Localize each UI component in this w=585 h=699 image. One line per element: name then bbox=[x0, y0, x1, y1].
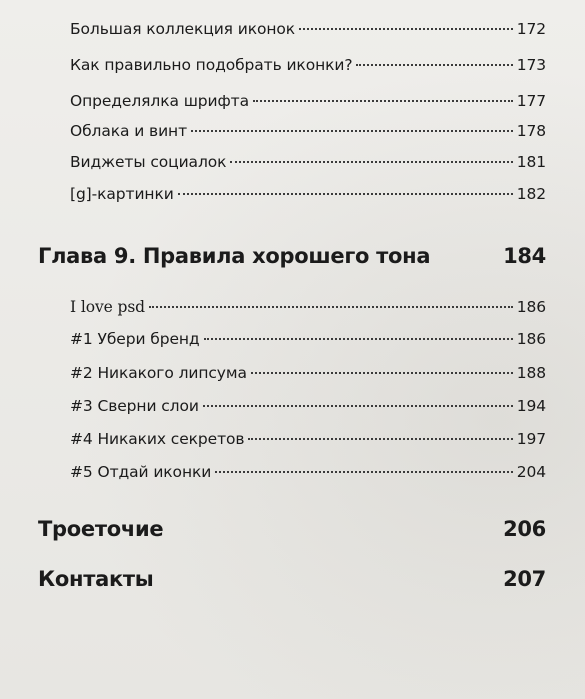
dot-leader bbox=[299, 28, 513, 30]
dot-leader bbox=[230, 161, 512, 163]
toc-entry bbox=[70, 463, 546, 481]
toc-entry-title: #3 Сверни слои bbox=[70, 397, 199, 415]
dot-leader bbox=[204, 338, 513, 340]
toc-chapter-title: Глава 9. Правила хорошего тона bbox=[38, 244, 431, 268]
dot-leader bbox=[215, 471, 512, 473]
toc-entry-page: 178 bbox=[516, 122, 546, 140]
toc-entry bbox=[70, 122, 546, 140]
toc-chapter-page: 207 bbox=[503, 567, 546, 591]
toc-entry-page: 194 bbox=[516, 397, 546, 415]
toc-entry-title: Определялка шрифта bbox=[70, 92, 249, 110]
toc-entry bbox=[70, 92, 546, 110]
toc-entry-page: 181 bbox=[516, 153, 546, 171]
toc-entry-page: 173 bbox=[516, 56, 546, 74]
dot-leader bbox=[251, 372, 513, 374]
dot-leader bbox=[149, 306, 513, 308]
toc-entry-title: I love psd bbox=[70, 298, 145, 316]
toc-chapter-heading bbox=[38, 517, 546, 541]
dot-leader bbox=[178, 193, 513, 195]
toc-entry-title: Виджеты социалок bbox=[70, 153, 227, 171]
toc-entry-title: #2 Никакого липсума bbox=[70, 364, 247, 382]
toc-entry bbox=[70, 298, 546, 316]
toc-entry bbox=[70, 153, 546, 171]
toc-entry-title: Как правильно подобрать иконки? bbox=[70, 56, 353, 74]
toc-entry-title: Облака и винт bbox=[70, 122, 188, 140]
dot-leader bbox=[191, 130, 513, 132]
toc-chapter-page: 184 bbox=[503, 244, 546, 268]
toc-entry bbox=[70, 397, 546, 415]
toc-entry bbox=[70, 330, 546, 348]
toc-entry-page: 204 bbox=[516, 463, 546, 481]
toc-entry bbox=[70, 56, 546, 74]
toc-entry-page: 186 bbox=[516, 298, 546, 316]
toc-entry-page: 186 bbox=[516, 330, 546, 348]
toc-entry-page: 182 bbox=[516, 185, 546, 203]
toc-entry-title: Большая коллекция иконок bbox=[70, 20, 296, 38]
toc-chapter-heading bbox=[38, 244, 546, 268]
toc-entry-title: #4 Никаких секретов bbox=[70, 430, 245, 448]
dot-leader bbox=[203, 405, 513, 407]
toc-entry bbox=[70, 20, 546, 38]
toc-entry bbox=[70, 430, 546, 448]
dot-leader bbox=[356, 64, 512, 66]
dot-leader bbox=[253, 100, 513, 102]
toc-chapter-heading bbox=[38, 567, 546, 591]
toc-entry-title: [g]-картинки bbox=[70, 185, 174, 203]
toc-entry-title: #1 Убери бренд bbox=[70, 330, 200, 348]
toc-entry-page: 172 bbox=[516, 20, 546, 38]
toc-entry-page: 197 bbox=[516, 430, 546, 448]
toc-entry-title: #5 Отдай иконки bbox=[70, 463, 212, 481]
toc-chapter-page: 206 bbox=[503, 517, 546, 541]
toc-entry-page: 188 bbox=[516, 364, 546, 382]
toc-chapter-title: Контакты bbox=[38, 567, 154, 591]
toc-entry bbox=[70, 185, 546, 203]
toc-entry-page: 177 bbox=[516, 92, 546, 110]
toc-chapter-title: Троеточие bbox=[38, 517, 164, 541]
dot-leader bbox=[248, 438, 512, 440]
toc-entry bbox=[70, 364, 546, 382]
